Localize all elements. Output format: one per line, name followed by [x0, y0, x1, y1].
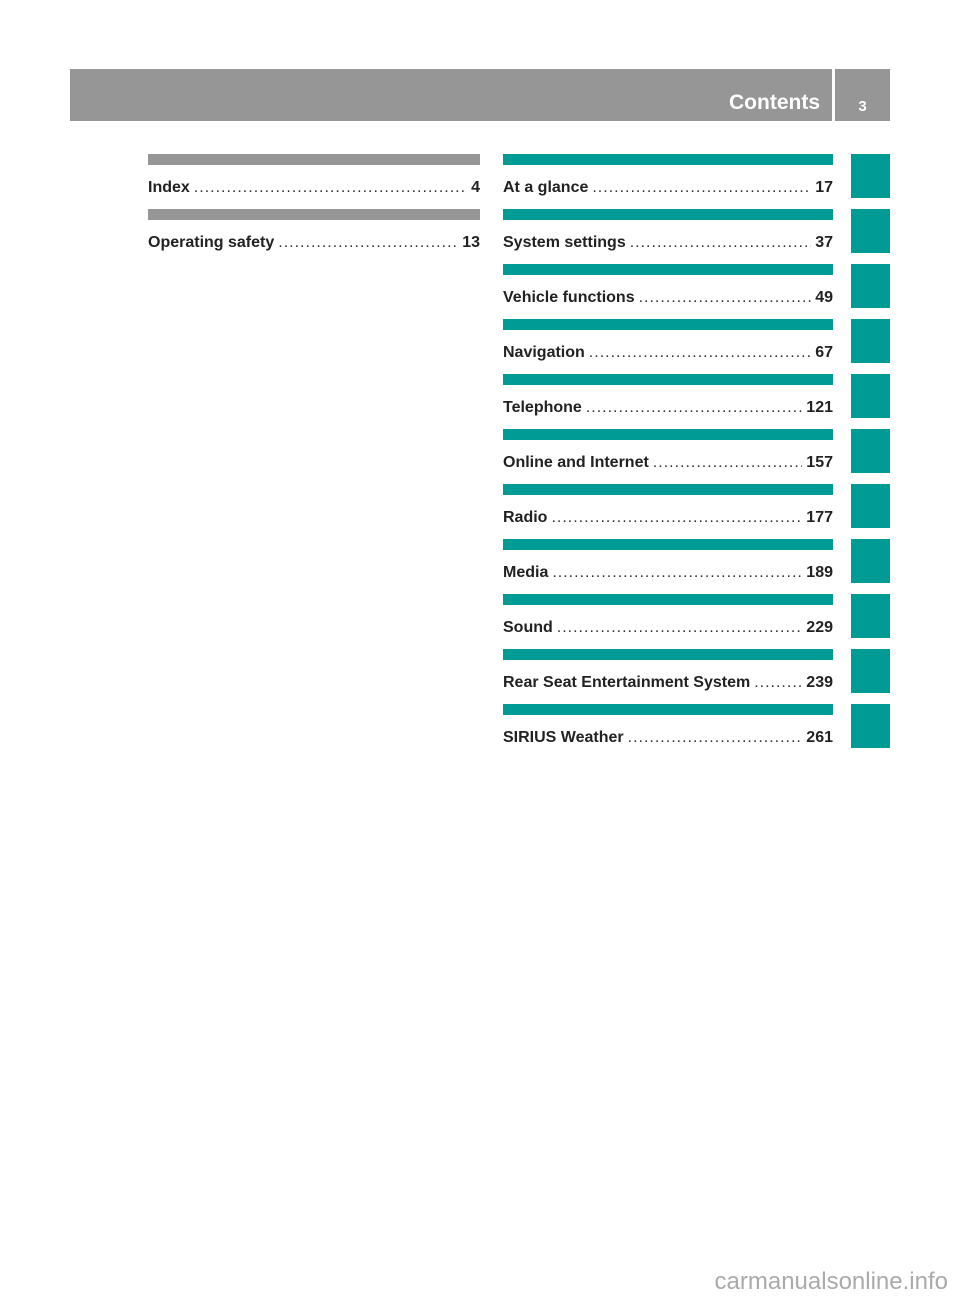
- toc-entry-page: 17: [815, 179, 833, 196]
- toc-entry-label: Media: [503, 564, 549, 581]
- toc-entry-page: 189: [806, 564, 833, 581]
- section-divider: [503, 264, 833, 275]
- toc-entry-operating-safety[interactable]: [148, 209, 480, 264]
- dot-leader: [552, 564, 802, 582]
- dot-leader: [194, 179, 467, 197]
- toc-entry-navigation[interactable]: [503, 319, 833, 374]
- toc-entry-page: 37: [815, 234, 833, 251]
- toc-right-column: [503, 154, 833, 759]
- section-tabs: [851, 154, 890, 759]
- section-divider: [503, 704, 833, 715]
- toc-entry-label: Radio: [503, 509, 548, 526]
- dot-leader: [586, 399, 802, 417]
- section-divider: [503, 594, 833, 605]
- toc-entry-label: System settings: [503, 234, 626, 251]
- section-divider: [148, 209, 480, 220]
- dot-leader: [557, 619, 803, 637]
- dot-leader: [754, 674, 802, 692]
- toc-left-column: [148, 154, 480, 264]
- toc-entry-label: Navigation: [503, 344, 585, 361]
- watermark: carmanualsonline.info: [714, 1268, 948, 1295]
- section-divider: [503, 209, 833, 220]
- dot-leader: [592, 179, 811, 197]
- section-divider: [503, 319, 833, 330]
- page-number: 3: [858, 98, 867, 115]
- toc-entry-label: Rear Seat Entertainment System: [503, 674, 751, 691]
- dot-leader: [589, 344, 811, 362]
- toc-entry-page: 13: [462, 234, 480, 251]
- section-divider: [503, 429, 833, 440]
- section-tab[interactable]: [851, 484, 890, 528]
- toc-entry-index[interactable]: [148, 154, 480, 209]
- toc-entry-page: 121: [806, 399, 833, 416]
- section-divider: [503, 374, 833, 385]
- toc-entry-rear-seat-entertainment[interactable]: [503, 649, 833, 704]
- toc-entry-label: Telephone: [503, 399, 582, 416]
- section-tab[interactable]: [851, 649, 890, 693]
- section-tab[interactable]: [851, 429, 890, 473]
- section-tab[interactable]: [851, 374, 890, 418]
- toc-entry-media[interactable]: [503, 539, 833, 594]
- toc-entry-label: At a glance: [503, 179, 589, 196]
- section-divider: [503, 539, 833, 550]
- page-number-box: [835, 69, 890, 121]
- dot-leader: [278, 234, 458, 252]
- toc-entry-label: Vehicle functions: [503, 289, 635, 306]
- page-title: Contents: [729, 91, 820, 114]
- dot-leader: [630, 234, 811, 252]
- section-tab[interactable]: [851, 264, 890, 308]
- section-tab[interactable]: [851, 154, 890, 198]
- section-tab[interactable]: [851, 209, 890, 253]
- section-tab[interactable]: [851, 539, 890, 583]
- toc-entry-sound[interactable]: [503, 594, 833, 649]
- toc-entry-page: 261: [806, 729, 833, 746]
- toc-entry-online-and-internet[interactable]: [503, 429, 833, 484]
- section-divider: [503, 649, 833, 660]
- toc-entry-label: Online and Internet: [503, 454, 649, 471]
- toc-entry-label: SIRIUS Weather: [503, 729, 624, 746]
- dot-leader: [551, 509, 802, 527]
- toc-entry-vehicle-functions[interactable]: [503, 264, 833, 319]
- toc-entry-system-settings[interactable]: [503, 209, 833, 264]
- dot-leader: [653, 454, 803, 472]
- section-tab[interactable]: [851, 594, 890, 638]
- section-tab[interactable]: [851, 319, 890, 363]
- toc-entry-at-a-glance[interactable]: [503, 154, 833, 209]
- toc-entry-page: 157: [806, 454, 833, 471]
- section-tab[interactable]: [851, 704, 890, 748]
- toc-entry-page: 239: [806, 674, 833, 691]
- toc-entry-label: Operating safety: [148, 234, 275, 251]
- toc-entry-page: 67: [815, 344, 833, 361]
- toc-entry-page: 177: [806, 509, 833, 526]
- toc-entry-label: Index: [148, 179, 190, 196]
- toc-entry-label: Sound: [503, 619, 553, 636]
- section-divider: [503, 484, 833, 495]
- section-divider: [148, 154, 480, 165]
- toc-entry-telephone[interactable]: [503, 374, 833, 429]
- toc-entry-radio[interactable]: [503, 484, 833, 539]
- section-divider: [503, 154, 833, 165]
- dot-leader: [628, 729, 803, 747]
- dot-leader: [639, 289, 812, 307]
- toc-entry-sirius-weather[interactable]: [503, 704, 833, 759]
- header-bar: [70, 69, 832, 121]
- toc-entry-page: 49: [815, 289, 833, 306]
- toc-entry-page: 4: [471, 179, 480, 196]
- toc-entry-page: 229: [806, 619, 833, 636]
